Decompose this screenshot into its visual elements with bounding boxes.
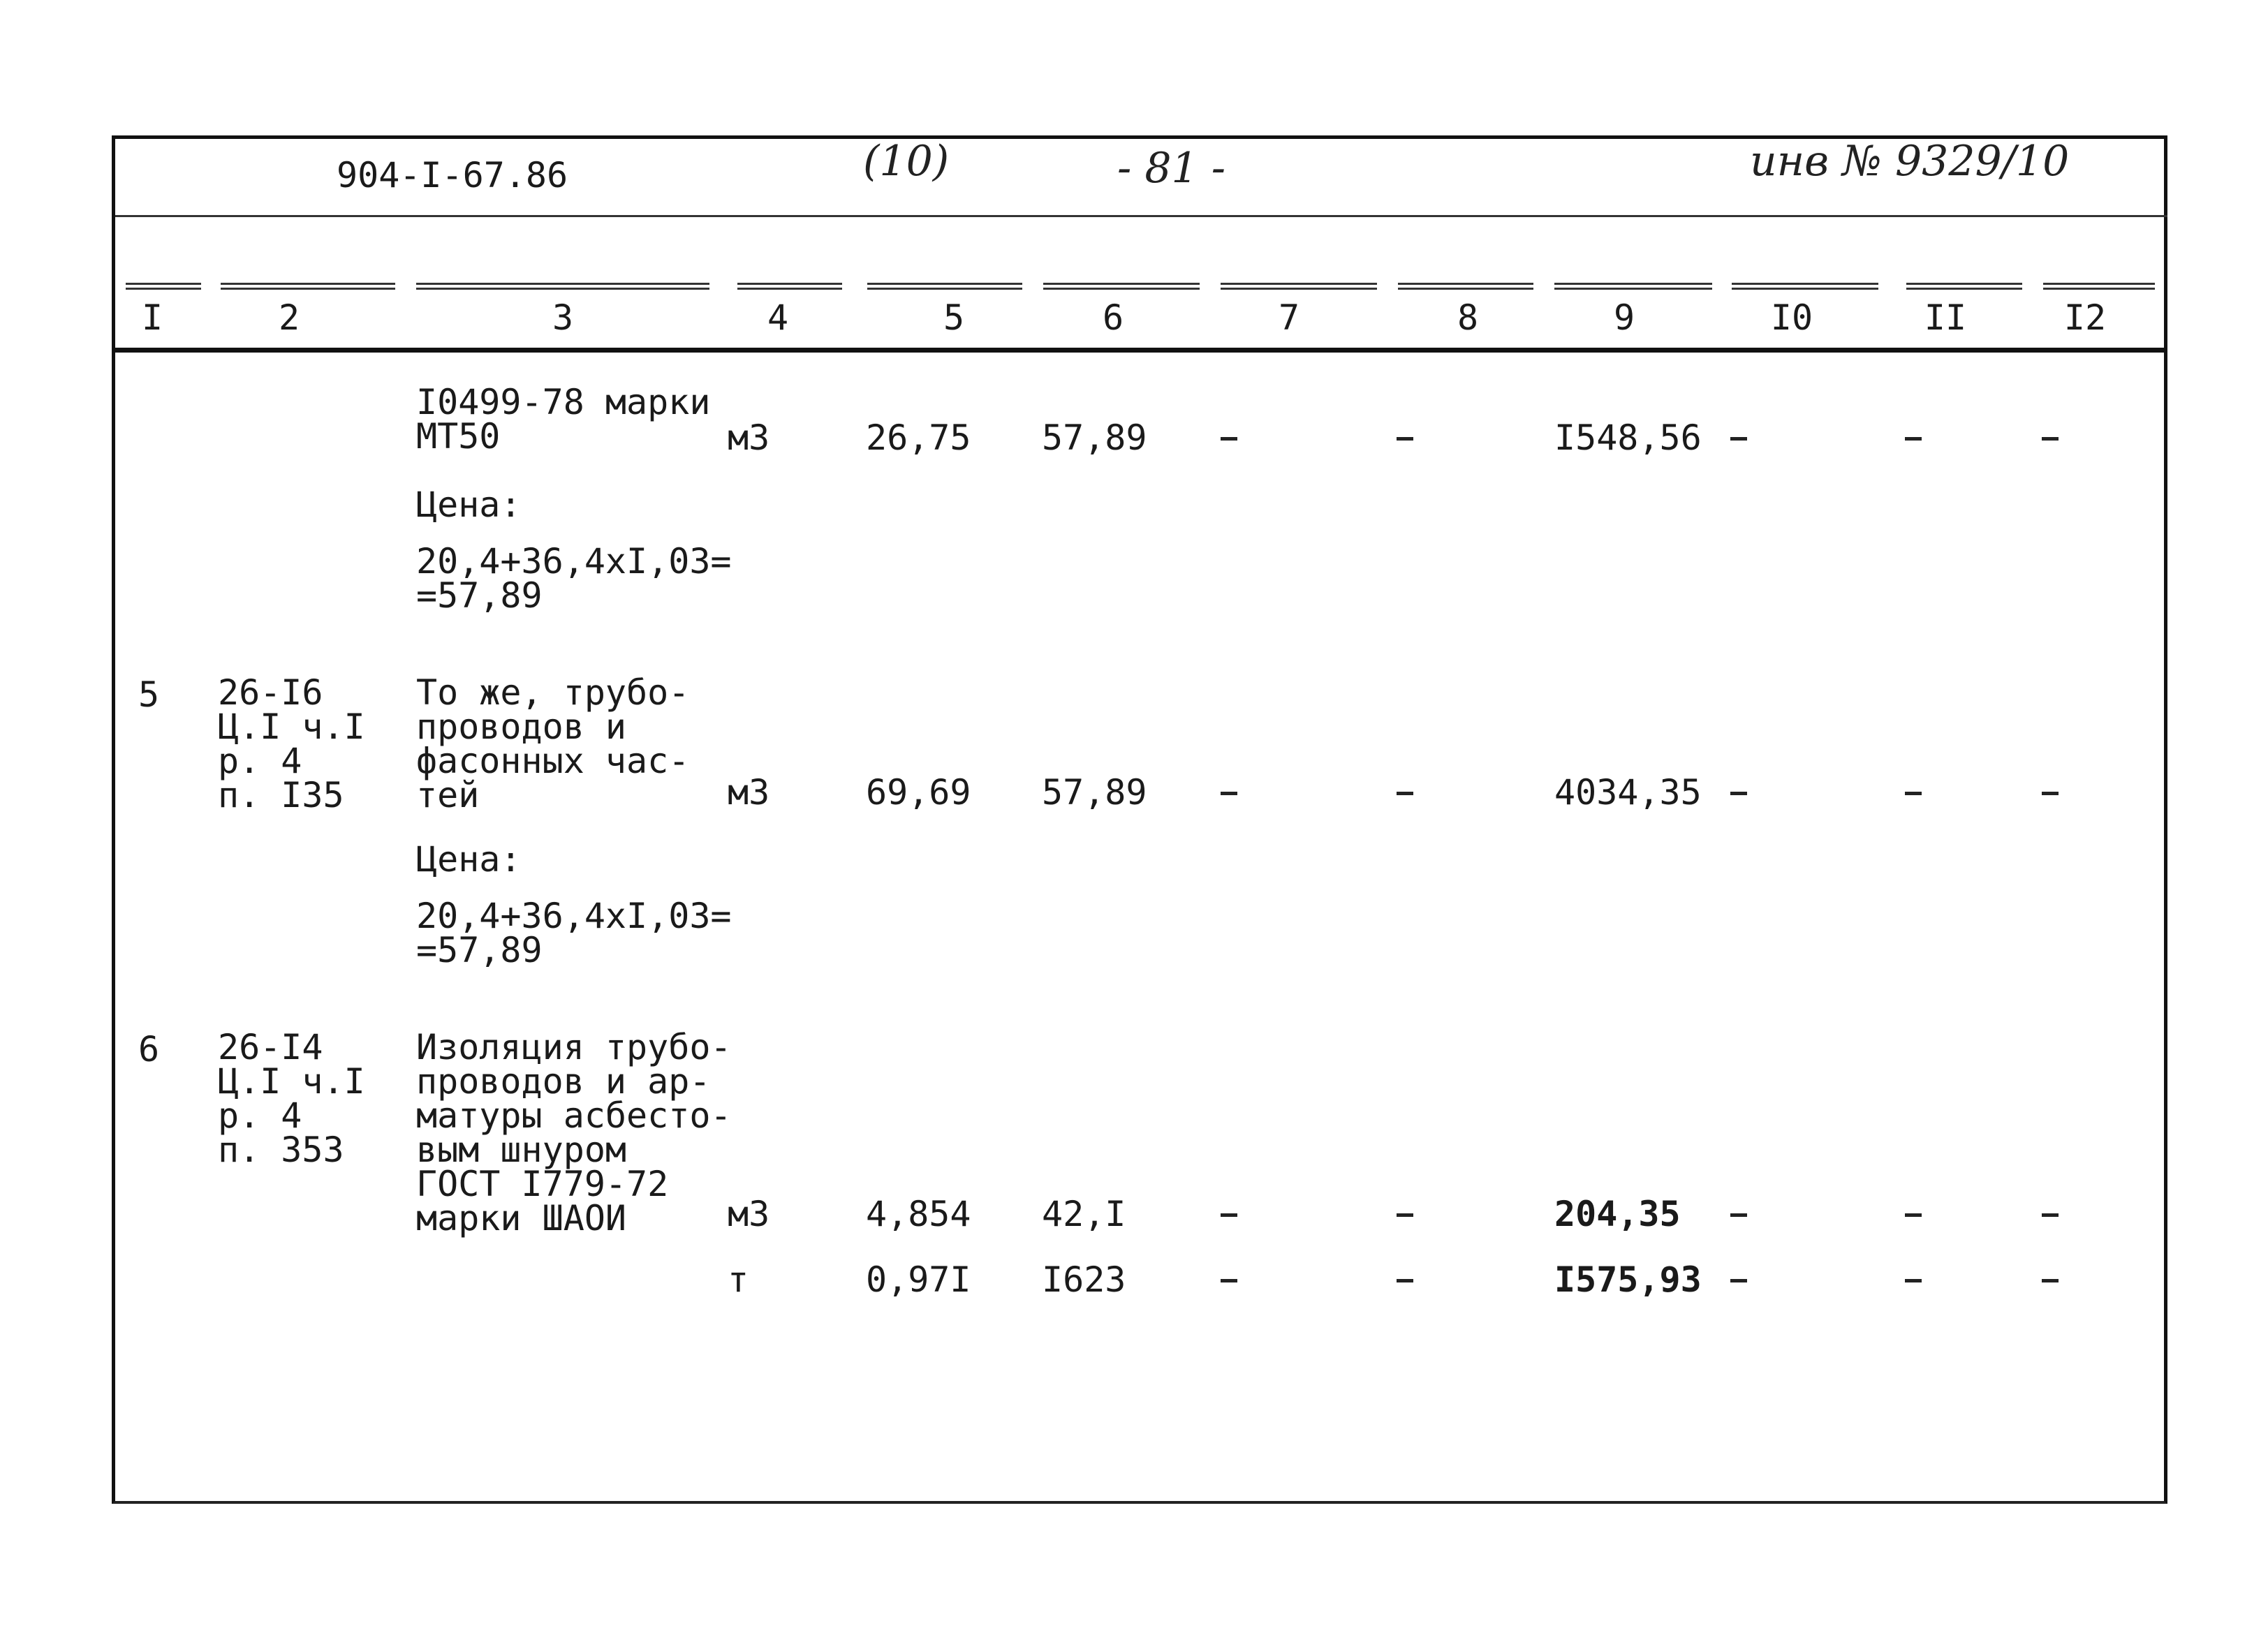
dash-mark xyxy=(1905,1213,1922,1217)
dash-mark xyxy=(1397,1213,1413,1217)
row-description: I0499-78 марки МТ50 xyxy=(416,382,711,457)
row-code: 26-I6 Ц.I ч.I р. 4 п. I35 xyxy=(218,672,365,815)
dash-mark xyxy=(1730,792,1747,795)
dash-mark xyxy=(2042,1213,2059,1217)
page-frame xyxy=(112,135,2167,1504)
doc-code: 904-I-67.86 xyxy=(337,155,568,195)
row-total: 4034,35 xyxy=(1554,772,1702,813)
row-unit: т xyxy=(728,1259,749,1300)
row-unit: м3 xyxy=(728,772,770,813)
dash-mark xyxy=(1730,1279,1747,1282)
dash-mark xyxy=(1221,792,1237,795)
row-price: 57,89 xyxy=(1042,772,1147,813)
row-price: 57,89 xyxy=(1042,417,1147,458)
column-header: 2 xyxy=(278,297,300,338)
dash-mark xyxy=(1730,437,1747,441)
row-description: Изоляция трубо- проводов и ар- матуры асбесто- вым шнуром ГОСТ I779-72 марки ШАОИ xyxy=(416,1027,732,1238)
column-header: 5 xyxy=(943,297,965,338)
price-label: Цена: xyxy=(416,839,522,880)
table-header-divider xyxy=(115,348,2167,353)
row-unit: м3 xyxy=(728,1194,770,1234)
dash-mark xyxy=(1221,1279,1237,1282)
row-total: 204,35 xyxy=(1554,1194,1681,1234)
row-description: То же, трубо- проводов и фасонных час- тей xyxy=(416,672,690,815)
row-quantity: 26,75 xyxy=(866,417,971,458)
row-unit: м3 xyxy=(728,417,770,458)
column-header: 6 xyxy=(1102,297,1124,338)
column-header: I2 xyxy=(2063,297,2107,338)
dash-mark xyxy=(1397,792,1413,795)
row-code: 26-I4 Ц.I ч.I р. 4 п. 353 xyxy=(218,1027,365,1170)
column-header: 7 xyxy=(1278,297,1300,338)
sheet-number: (10) xyxy=(863,137,950,186)
column-header: I0 xyxy=(1770,297,1813,338)
row-number: 5 xyxy=(138,674,160,715)
price-formula: 20,4+36,4xI,03= =57,89 xyxy=(416,896,732,970)
price-label: Цена: xyxy=(416,485,522,525)
dash-mark xyxy=(1221,437,1237,441)
dash-mark xyxy=(1397,437,1413,441)
dash-mark xyxy=(1221,1213,1237,1217)
page-number: - 81 - xyxy=(1117,144,1226,193)
header-divider xyxy=(115,215,2167,217)
dash-mark xyxy=(1905,437,1922,441)
dash-mark xyxy=(1905,792,1922,795)
dash-mark xyxy=(2042,1279,2059,1282)
column-header: II xyxy=(1924,297,1967,338)
row-total: I548,56 xyxy=(1554,417,1702,458)
row-total: I575,93 xyxy=(1554,1259,1702,1300)
column-header: 3 xyxy=(552,297,574,338)
row-price: 42,I xyxy=(1042,1194,1126,1234)
column-header: 9 xyxy=(1613,297,1635,338)
row-quantity: 0,97I xyxy=(866,1259,971,1300)
dash-mark xyxy=(1730,1213,1747,1217)
row-price: I623 xyxy=(1042,1259,1126,1300)
dash-mark xyxy=(2042,792,2059,795)
row-quantity: 69,69 xyxy=(866,772,971,813)
dash-mark xyxy=(1397,1279,1413,1282)
dash-mark xyxy=(1905,1279,1922,1282)
column-header: 4 xyxy=(767,297,789,338)
column-header: I xyxy=(141,297,163,338)
row-number: 6 xyxy=(138,1029,160,1070)
price-formula: 20,4+36,4xI,03= =57,89 xyxy=(416,541,732,616)
row-quantity: 4,854 xyxy=(866,1194,971,1234)
column-header: 8 xyxy=(1457,297,1479,338)
inventory-number: инв № 9329/10 xyxy=(1750,137,2070,186)
dash-mark xyxy=(2042,437,2059,441)
